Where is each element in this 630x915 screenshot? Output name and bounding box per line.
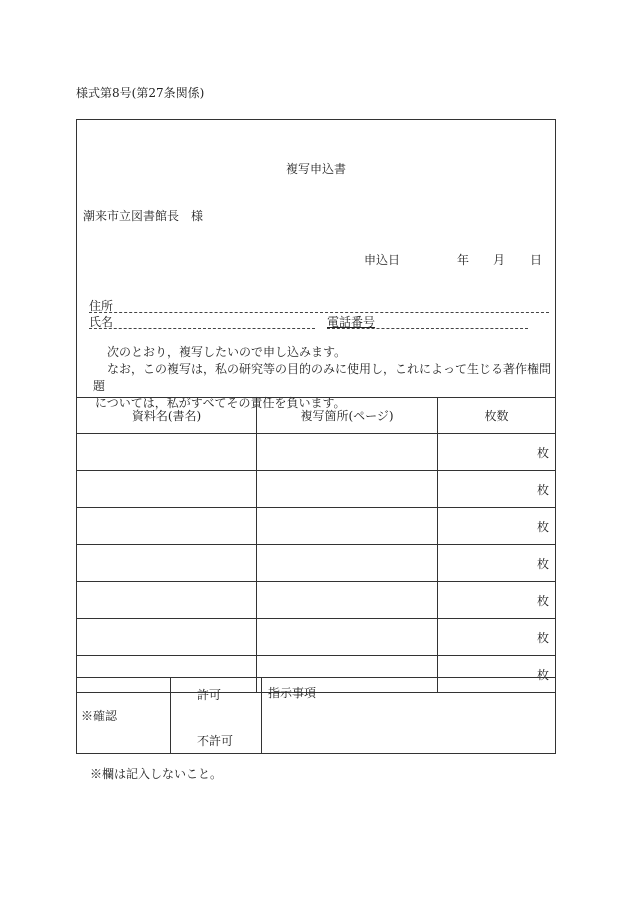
- instructions-cell[interactable]: [262, 678, 556, 754]
- sheet-count-cell[interactable]: 枚: [438, 656, 556, 693]
- sheet-count-cell[interactable]: 枚: [438, 582, 556, 619]
- application-form: [76, 119, 556, 754]
- phone-field[interactable]: [327, 313, 528, 329]
- date-year-label: 年: [457, 253, 470, 267]
- copy-pages-cell[interactable]: [257, 508, 438, 545]
- address-field[interactable]: [89, 297, 549, 313]
- material-name-cell[interactable]: [77, 619, 257, 656]
- statement-line-2: なお，この複写は，私の研究等の目的のみに使用し，これによって生じる著作権問題: [93, 362, 552, 393]
- copy-pages-cell[interactable]: [257, 434, 438, 471]
- table-row: [77, 582, 556, 619]
- sheet-count-cell[interactable]: 枚: [438, 545, 556, 582]
- confirmation-label: ※確認: [77, 678, 171, 754]
- copy-pages-cell[interactable]: [257, 619, 438, 656]
- name-field[interactable]: [89, 313, 315, 329]
- header-copy-pages: 複写箇所(ページ): [257, 398, 438, 434]
- material-name-cell[interactable]: [77, 471, 257, 508]
- permit-option[interactable]: 許可: [197, 688, 222, 702]
- footnote: ※欄は記入しないこと。: [90, 767, 223, 781]
- sheet-count-cell[interactable]: 枚: [438, 508, 556, 545]
- copy-items-table: [76, 397, 556, 693]
- name-label: 氏名: [89, 315, 114, 329]
- address-label: 住所: [89, 299, 114, 313]
- date-day-label: 日: [530, 253, 543, 267]
- deny-option[interactable]: 不許可: [197, 734, 234, 748]
- table-row: [77, 619, 556, 656]
- instructions-label: 指示事項: [268, 686, 317, 700]
- material-name-cell[interactable]: [77, 508, 257, 545]
- material-name-cell[interactable]: [77, 434, 257, 471]
- permit-deny-cell: [171, 678, 262, 754]
- header-sheet-count: 枚数: [438, 398, 556, 434]
- date-month-label: 月: [493, 253, 506, 267]
- phone-label: 電話番号: [327, 315, 376, 329]
- table-row: [77, 471, 556, 508]
- copy-pages-cell[interactable]: [257, 582, 438, 619]
- statement-line-3: については，私がすべてその責任を負います。: [95, 396, 346, 410]
- copy-pages-cell[interactable]: [257, 545, 438, 582]
- form-number: 様式第8号(第27条関係): [76, 86, 205, 100]
- material-name-cell[interactable]: [77, 582, 257, 619]
- table-header-row: [77, 398, 556, 434]
- confirmation-section: [76, 677, 556, 754]
- statement-line-1: 次のとおり，複写したいので申し込みます。: [107, 345, 347, 359]
- material-name-cell[interactable]: [77, 545, 257, 582]
- addressee: 潮来市立図書館長 様: [83, 209, 204, 223]
- application-date-label: 申込日: [364, 253, 401, 267]
- sheet-count-cell[interactable]: 枚: [438, 619, 556, 656]
- table-row: [77, 545, 556, 582]
- table-row: [77, 434, 556, 471]
- sheet-count-cell[interactable]: 枚: [438, 434, 556, 471]
- copy-pages-cell[interactable]: [257, 471, 438, 508]
- table-row: [77, 508, 556, 545]
- sheet-count-cell[interactable]: 枚: [438, 471, 556, 508]
- form-title: 複写申込書: [285, 162, 346, 176]
- header-material-name: 資料名(書名): [77, 398, 257, 434]
